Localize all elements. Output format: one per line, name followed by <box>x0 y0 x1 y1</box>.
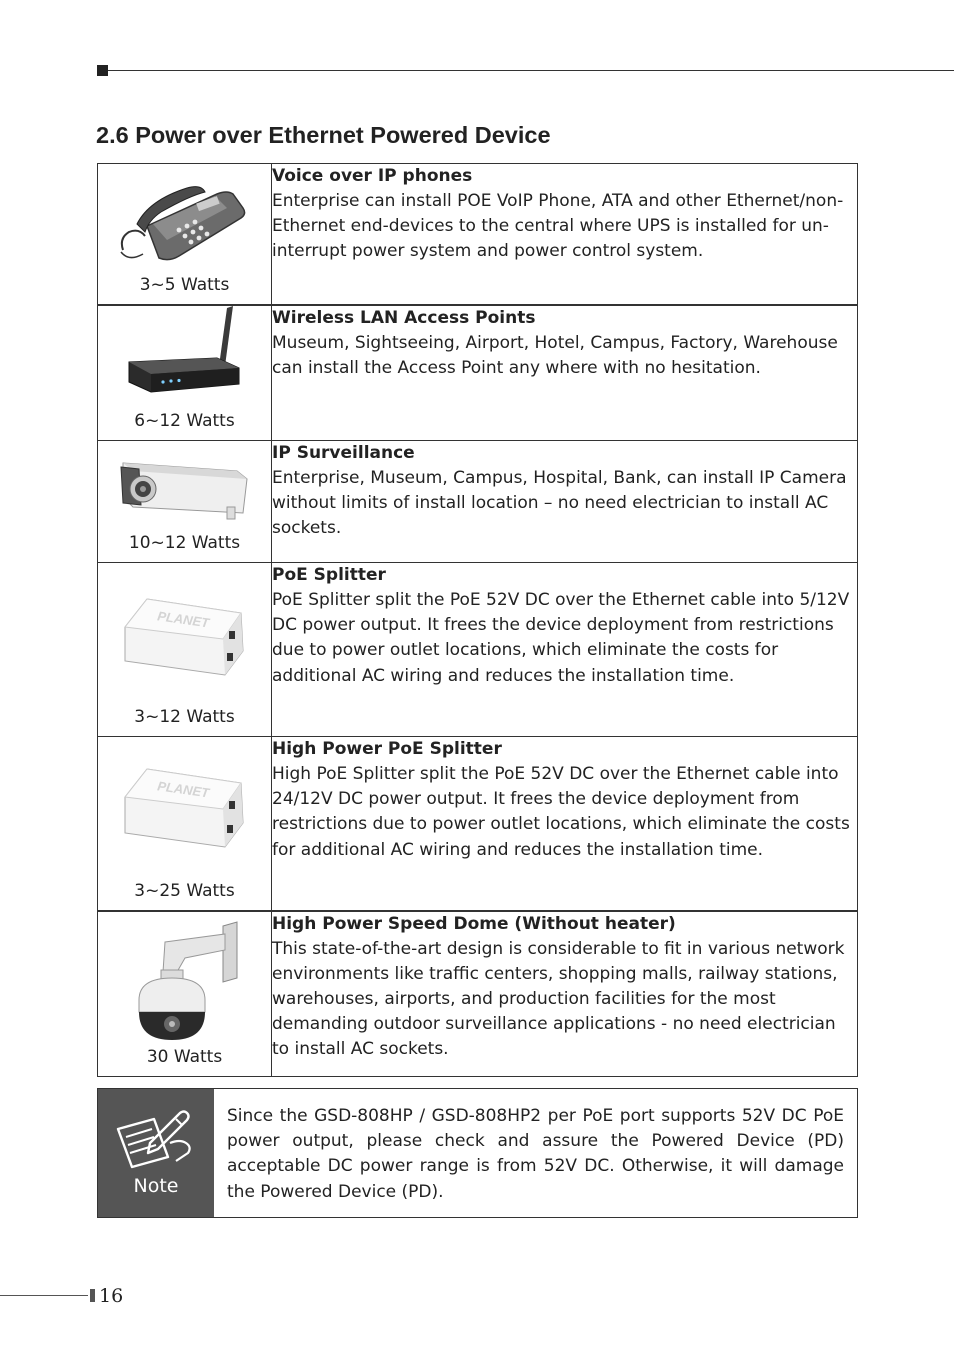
device-image-cell <box>98 164 272 305</box>
header-rule <box>97 65 954 77</box>
device-title: Voice over IP phones <box>272 166 473 186</box>
device-title: PoE Splitter <box>272 565 386 585</box>
wireless-access-point-icon <box>98 302 271 402</box>
note-sidebar <box>98 1089 214 1217</box>
footer-bar-marker <box>90 1289 95 1302</box>
device-image-cell <box>98 441 272 563</box>
device-description: High PoE Splitter split the PoE 52V DC over the Ethernet cable into 24/12V DC power output. It frees the device deployment from restrictions due to power outlet locations, which eliminate the costs for additional AC wiring and reduces the installation time. <box>272 764 850 860</box>
device-image-cell <box>98 563 272 737</box>
section-title: 2.6 Power over Ethernet Powered Device <box>96 122 551 148</box>
poe-splitter-icon <box>98 591 271 683</box>
table-row <box>98 563 858 737</box>
table-row <box>98 441 858 563</box>
device-title: High Power PoE Splitter <box>272 739 502 759</box>
device-description: Enterprise, Museum, Campus, Hospital, Bank, can install IP Camera without limits of install location – no need electrician to install AC sockets. <box>272 468 847 539</box>
device-image-cell <box>98 305 272 441</box>
note-label: Note <box>133 1175 179 1197</box>
device-description: Enterprise can install POE VoIP Phone, ATA and other Ethernet/non-Ethernet end-devices to the central where UPS is installed for un-interrupt power system and power control system. <box>272 191 844 262</box>
device-image-cell <box>98 911 272 1077</box>
power-rating: 10~12 Watts <box>128 533 241 553</box>
power-rating: 3~12 Watts <box>134 707 235 727</box>
table-row <box>98 737 858 911</box>
table-row <box>98 305 858 441</box>
device-text-cell <box>272 911 858 1077</box>
svg-text:PLANET: PLANET <box>156 778 211 801</box>
device-text-cell <box>272 441 858 563</box>
note-pen-icon <box>114 1107 198 1175</box>
page-footer <box>0 1284 140 1308</box>
note-text: Since the GSD-808HP / GSD-808HP2 per PoE port supports 52V DC PoE power output, please check and assure the Powered Device (PD) acceptable DC power range is from 52V DC. Otherwise, it will damage the Powered Device (PD). <box>227 1106 844 1202</box>
table-row <box>98 911 858 1077</box>
header-square-marker <box>97 65 108 76</box>
voip-phone-icon <box>98 182 271 264</box>
power-rating: 30 Watts <box>146 1047 223 1067</box>
ip-camera-icon <box>98 457 271 525</box>
device-text-cell <box>272 164 858 305</box>
high-power-poe-splitter-icon <box>98 761 271 855</box>
device-title: Wireless LAN Access Points <box>272 307 536 328</box>
device-description: PoE Splitter split the PoE 52V DC over the Ethernet cable into 5/12V DC power output. It frees the device deployment from restrictions due to power outlet locations, which eliminate the costs for additional AC wiring and reduces the installation time. <box>272 590 850 686</box>
speed-dome-camera-icon <box>98 920 271 1044</box>
svg-text:PLANET: PLANET <box>156 608 211 631</box>
table-row <box>98 164 858 305</box>
device-description: Museum, Sightseeing, Airport, Hotel, Campus, Factory, Warehouse can install the Access Point any where with no hesitation. <box>272 332 838 378</box>
device-title: High Power Speed Dome (Without heater) <box>272 913 676 934</box>
device-text-cell <box>272 305 858 441</box>
note-box <box>97 1088 858 1218</box>
device-text-cell <box>272 563 858 737</box>
device-title: IP Surveillance <box>272 443 415 463</box>
powered-device-table <box>97 163 858 1077</box>
device-text-cell <box>272 737 858 911</box>
power-rating: 3~5 Watts <box>139 274 230 295</box>
power-rating: 3~25 Watts <box>134 880 235 901</box>
header-line <box>108 70 954 71</box>
page-number: 16 <box>99 1285 124 1307</box>
power-rating: 6~12 Watts <box>134 411 235 431</box>
footer-line <box>0 1295 88 1296</box>
device-description: This state-of-the-art design is considerable to fit in various network environments like traffic centers, shopping malls, railway stations, warehouses, airports, and production facilities for the most demanding outdoor surveillance applications - no need electrician to install AC sockets. <box>272 938 845 1060</box>
device-image-cell <box>98 737 272 911</box>
